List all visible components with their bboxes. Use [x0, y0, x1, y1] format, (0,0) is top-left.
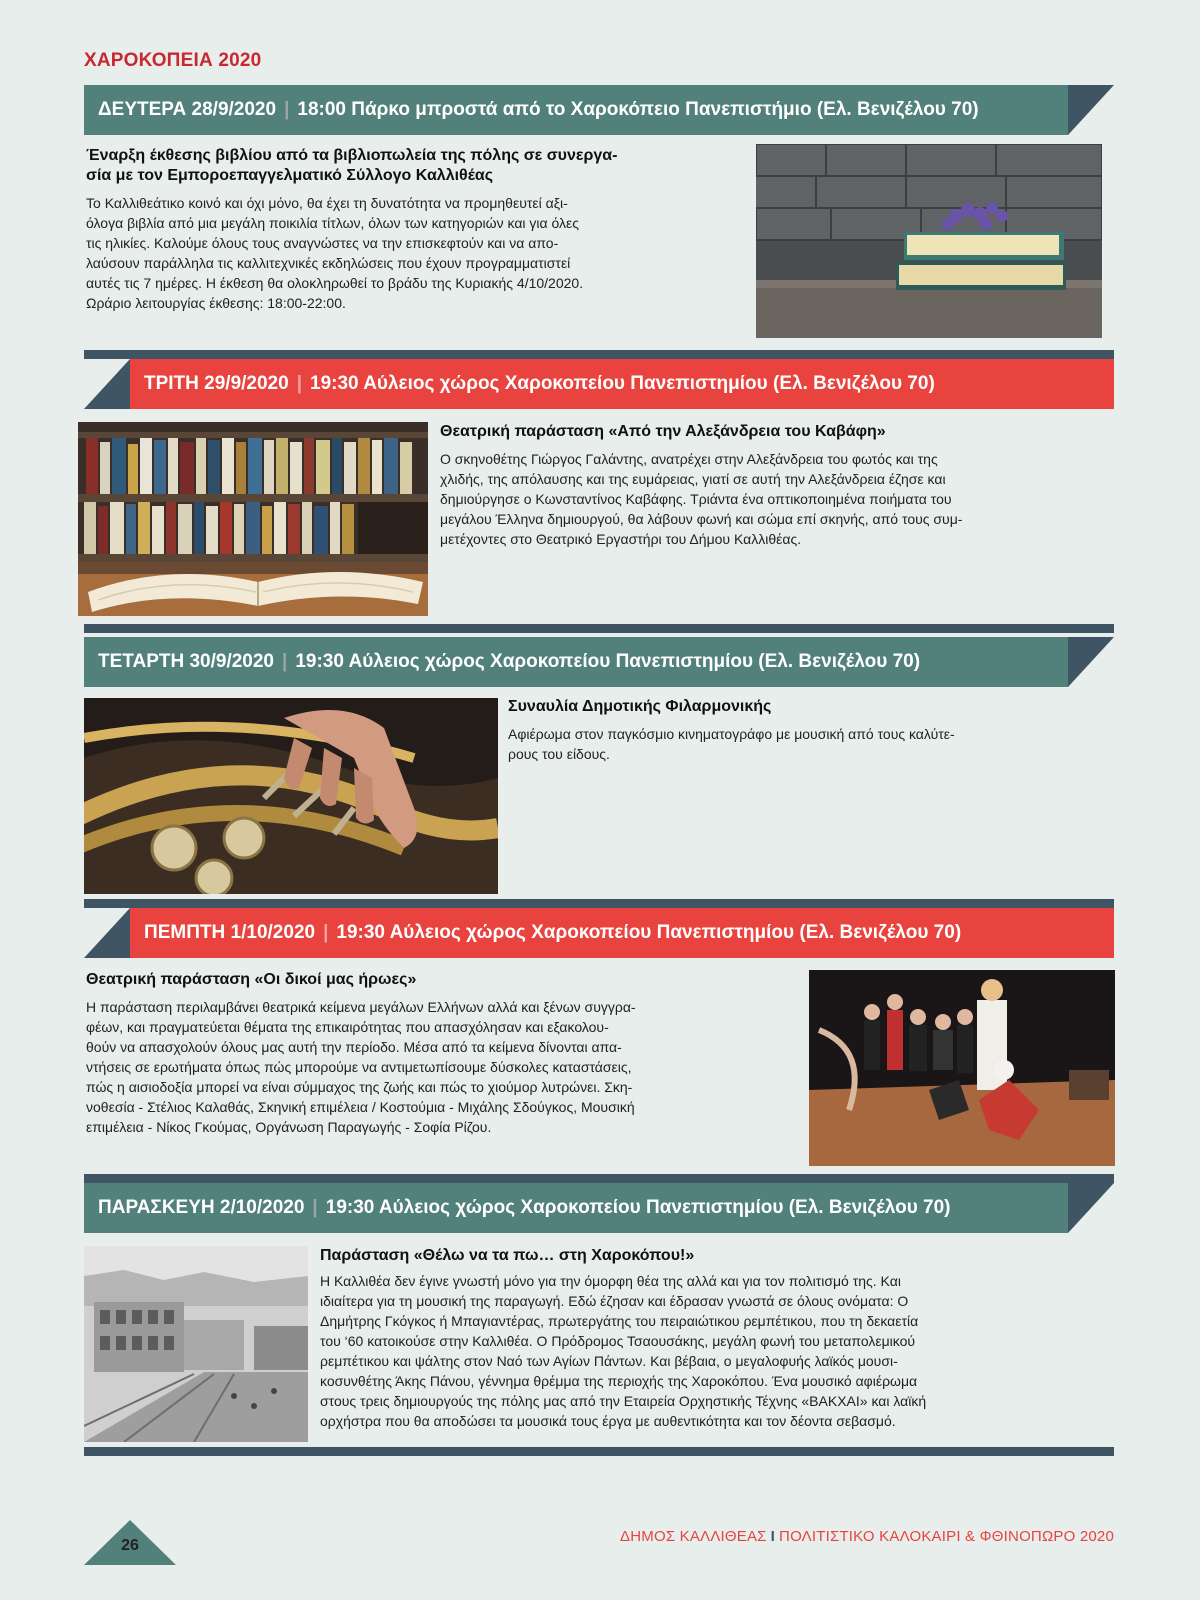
description-line: μετέχοντες στο Θεατρικό Εργαστήρι του Δήμου Καλλιθέας.	[440, 531, 802, 547]
description-line: τις ηλικίες. Καλούμε όλους τους αναγνώστες να την επισκεφτούν και να απο-	[86, 235, 559, 251]
description-line: αυτές τις 7 ημέρες. Η έκθεση θα ολοκληρωθεί το βράδυ της Κυριακής 4/10/2020.	[86, 275, 584, 291]
event-title	[86, 970, 800, 990]
event-day: ΤΡΙΤΗ 29/9/2020	[144, 373, 289, 394]
section-divider	[84, 1447, 1114, 1456]
description-line: φέων, και πραγματεύεται θέματα της επικαιρότητας που απασχόλησαν και εξακολου-	[86, 1019, 609, 1035]
event-day: ΠΕΜΠΤΗ 1/10/2020	[144, 922, 316, 943]
description-line: ντήσεις σε ερωτήματα όπως πώς μπορούμε να αντιμετωπίσουμε δύσκολες καταστάσεις,	[86, 1059, 632, 1075]
description-line: ορχήστρα που θα αποδώσει τα μουσικά τους έργα με αυθεντικότητα και τον δέοντα σεβασμό.	[320, 1413, 896, 1429]
event-banner-wednesday	[84, 637, 1068, 687]
event-description	[86, 193, 736, 313]
description-line: ιδιαίτερα για τη μουσική της παραγωγή. Εδώ έζησαν και έδρασαν γνωστά σε όλους ονόματα: Ο	[320, 1293, 909, 1309]
event-description	[440, 449, 1116, 549]
footer-text	[620, 1528, 1114, 1545]
french-horn-photo	[84, 698, 498, 894]
event-title	[440, 422, 1116, 442]
event-title-line: Θεατρική παράσταση «Από την Αλεξάνδρεια του Καβάφη»	[440, 423, 886, 440]
description-line: θούν να απασχολούν όλους μας αυτή την περίοδο. Μέσα από τα κείμενα δίνονται απα-	[86, 1039, 622, 1055]
event-title-line: Παράσταση «Θέλω να τα πω… στη Χαροκόπου!»	[320, 1247, 695, 1264]
description-line: πώς η αισιοδοξία μπορεί να είναι σύμμαχος της ζωής και πώς το χιούμορ λυτρώνει. Σκη-	[86, 1079, 633, 1095]
description-line: λαύσουν παράλληλα τις καλλιτεχνικές εκδηλώσεις που έχουν προγραμματιστεί	[86, 255, 571, 271]
historic-street-photo	[84, 1246, 308, 1442]
event-banner-monday	[84, 85, 1068, 135]
description-line: Ωράριο λειτουργίας έκθεσης: 18:00-22:00.	[86, 295, 346, 311]
page-title: ΧΑΡΟΚΟΠΕΙΑ 2020	[84, 50, 262, 71]
description-line: Δημήτρης Γκόγκος ή Μπαγιαντέρας, πρωτεργάτης του πειραιώτικου ρεμπέτικου, που τη δεκαετία	[320, 1313, 919, 1329]
separator-bar: |	[284, 99, 290, 120]
event-time-place: 19:30 Αύλειος χώρος Χαροκοπείου Πανεπιστημίου (Ελ. Βενιζέλου 70)	[295, 651, 921, 672]
event-title-line: Συναυλία Δημοτικής Φιλαρμονικής	[508, 698, 772, 715]
event-title-line: Θεατρική παράσταση «Οι δικοί μας ήρωες»	[86, 971, 417, 988]
description-line: Η παράσταση περιλαμβάνει θεατρικά κείμενα μεγάλων Ελλήνων αλλά και ξένων συγγρα-	[86, 999, 636, 1015]
banner-arrow	[1068, 85, 1114, 135]
event-description	[508, 724, 1116, 764]
description-line: δημιούργησε ο Κωνσταντίνος Καβάφης. Τριάντα ένα οπτικοποιημένα ποιήματα του	[440, 491, 952, 507]
description-line: του ‘60 κατοικούσε στην Καλλιθέα. Ο Πρόδρομος Τσαουσάκης, μεγάλη φωνή του μεταπολεμικού	[320, 1333, 916, 1349]
description-line: ρεμπέτικου και ψάλτης στον Ναό των Αγίων Πάντων. Και βέβαια, ο μεγαλοφυής λαϊκός μουσι-	[320, 1353, 898, 1369]
event-title-line: Έναρξη έκθεσης βιβλίου από τα βιβλιοπωλεία της πόλης σε συνεργα-	[86, 147, 618, 164]
section-divider	[84, 899, 1114, 908]
description-line: χλιδής, της απόλαυσης και της ευμάρειας, γιατί σε αυτή την Αλεξάνδρεια έζησε και	[440, 471, 946, 487]
event-description	[86, 997, 800, 1137]
event-banner-friday	[84, 1183, 1068, 1233]
event-title	[320, 1246, 1116, 1266]
event-time-place: 19:30 Αύλειος χώρος Χαροκοπείου Πανεπιστημίου (Ελ. Βενιζέλου 70)	[336, 922, 962, 943]
section-divider	[84, 350, 1114, 359]
event-day: ΠΑΡΑΣΚΕΥΗ 2/10/2020	[98, 1197, 305, 1218]
separator-bar: |	[296, 373, 303, 394]
event-time-place: 19:30 Αύλειος χώρος Χαροκοπείου Πανεπιστημίου (Ελ. Βενιζέλου 70)	[325, 1197, 951, 1218]
description-line: στους τρεις δημιουργούς της πόλης μας από την Εταιρεία Ορχηστικής Τέχνης «ΒΑΚΧΑΙ» και λαϊκή	[320, 1393, 927, 1409]
section-divider	[84, 1174, 1114, 1183]
event-day: ΔΕΥΤΕΡΑ 28/9/2020	[98, 99, 277, 120]
description-line: κοσυνθέτης Άκης Πάνου, γέννημα θρέμμα της περιοχής της Χαροκόπου. Ένα μουσικό αφιέρωμα	[320, 1373, 918, 1389]
description-line: Το Καλλιθεάτικο κοινό και όχι μόνο, θα έχει τη δυνατότητα να προμηθευτεί αξι-	[86, 195, 568, 211]
books-lavender-photo	[756, 144, 1102, 338]
event-day: ΤΕΤΑΡΤΗ 30/9/2020	[98, 651, 275, 672]
page-number: 26	[121, 1537, 139, 1554]
library-book-photo	[78, 422, 428, 616]
banner-arrow	[84, 908, 130, 958]
description-line: Αφιέρωμα στον παγκόσμιο κινηματογράφο με μουσική από τους καλύτε-	[508, 726, 955, 742]
description-line: νοθεσία - Στέλιος Καλαθάς, Σκηνική επιμέλεια / Κοστούμια - Μιχάλης Σδούγκος, Μουσική	[86, 1099, 635, 1115]
description-line: ρους του είδους.	[508, 746, 610, 762]
event-banner-tuesday	[130, 359, 1114, 409]
banner-arrow	[84, 359, 130, 409]
banner-arrow	[1068, 637, 1114, 687]
event-description	[320, 1271, 1116, 1431]
footer-program-title: ΠΟΛΙΤΙΣΤΙΚΟ ΚΑΛΟΚΑΙΡΙ & ΦΘΙΝΟΠΩΡΟ 2020	[779, 1528, 1114, 1545]
section-divider	[84, 624, 1114, 633]
description-line: όλογα βιβλία από μια μεγάλη ποικιλία τίτλων, όλων των κατηγοριών και για όλες	[86, 215, 580, 231]
event-title	[508, 697, 1116, 717]
description-line: Η Καλλιθέα δεν έγινε γνωστή μόνο για την όμορφη θέα της αλλά και για τον πολιτισμό της. Και	[320, 1273, 901, 1289]
event-time-place: 19:30 Αύλειος χώρος Χαροκοπείου Πανεπιστημίου (Ελ. Βενιζέλου 70)	[310, 373, 935, 394]
description-line: Ο σκηνοθέτης Γιώργος Γαλάντης, ανατρέχει στην Αλεξάνδρεια του φωτός και της	[440, 451, 938, 467]
description-line: μεγάλου Έλληνα δημιουργού, θα λάβουν φωνή και σώμα επί σκηνής, από τους συμ-	[440, 511, 963, 527]
separator-bar: |	[323, 922, 329, 943]
banner-arrow	[1068, 1183, 1114, 1233]
event-title-line: σία με τον Εμποροεπαγγελματικό Σύλλογο Καλλιθέας	[86, 167, 494, 184]
event-banner-thursday	[130, 908, 1114, 958]
footer-municipality: ΔΗΜΟΣ ΚΑΛΛΙΘΕΑΣ	[620, 1528, 767, 1545]
separator-bar: |	[282, 651, 288, 672]
separator-bar: |	[312, 1197, 318, 1218]
description-line: επιμέλεια - Νίκος Γκούμας, Οργάνωση Παραγωγής - Σοφία Ρίζου.	[86, 1119, 492, 1135]
event-title	[86, 146, 736, 186]
event-time-place: 18:00 Πάρκο μπροστά από το Χαροκόπειο Πανεπιστήμιο (Ελ. Βενιζέλου 70)	[297, 99, 979, 120]
footer-separator: I	[770, 1528, 776, 1545]
theatre-performance-photo	[809, 970, 1115, 1166]
